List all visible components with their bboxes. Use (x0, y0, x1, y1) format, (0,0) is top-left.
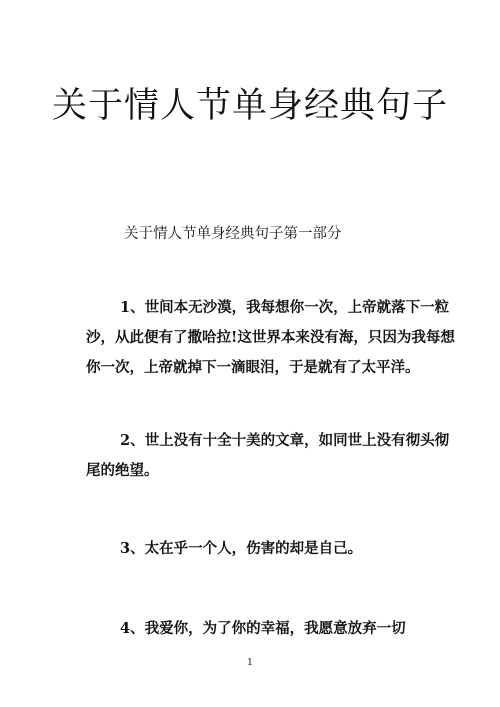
paragraph-line: 你一次，上帝就掉下一滴眼泪，于是就有了太平洋。 (86, 359, 420, 376)
paragraph-line: 4、我爱你，为了你的幸福，我愿意放弃一切 (120, 620, 406, 637)
paragraph-line: 尾的绝望。 (86, 462, 159, 479)
paragraph-line: 2、世上没有十全十美的文章，如同世上没有彻头彻 (120, 432, 450, 449)
paragraph-line: 1、世间本无沙漠，我每想你一次，上帝就落下一粒 (120, 299, 450, 316)
paragraph-line: 沙，从此便有了撒哈拉!这世界本来没有海，只因为我每想 (86, 329, 455, 346)
document-title: 关于情人节单身经典句子 (51, 86, 448, 126)
section-heading: 关于情人节单身经典句子第一部分 (124, 226, 342, 242)
paragraph-1 (86, 293, 455, 383)
paragraph-2 (86, 426, 450, 486)
paragraph-4 (86, 614, 426, 644)
paragraph-3 (86, 534, 426, 564)
page-number: 1 (247, 658, 253, 668)
paragraph-line: 3、太在乎一个人，伤害的却是自己。 (120, 540, 363, 557)
